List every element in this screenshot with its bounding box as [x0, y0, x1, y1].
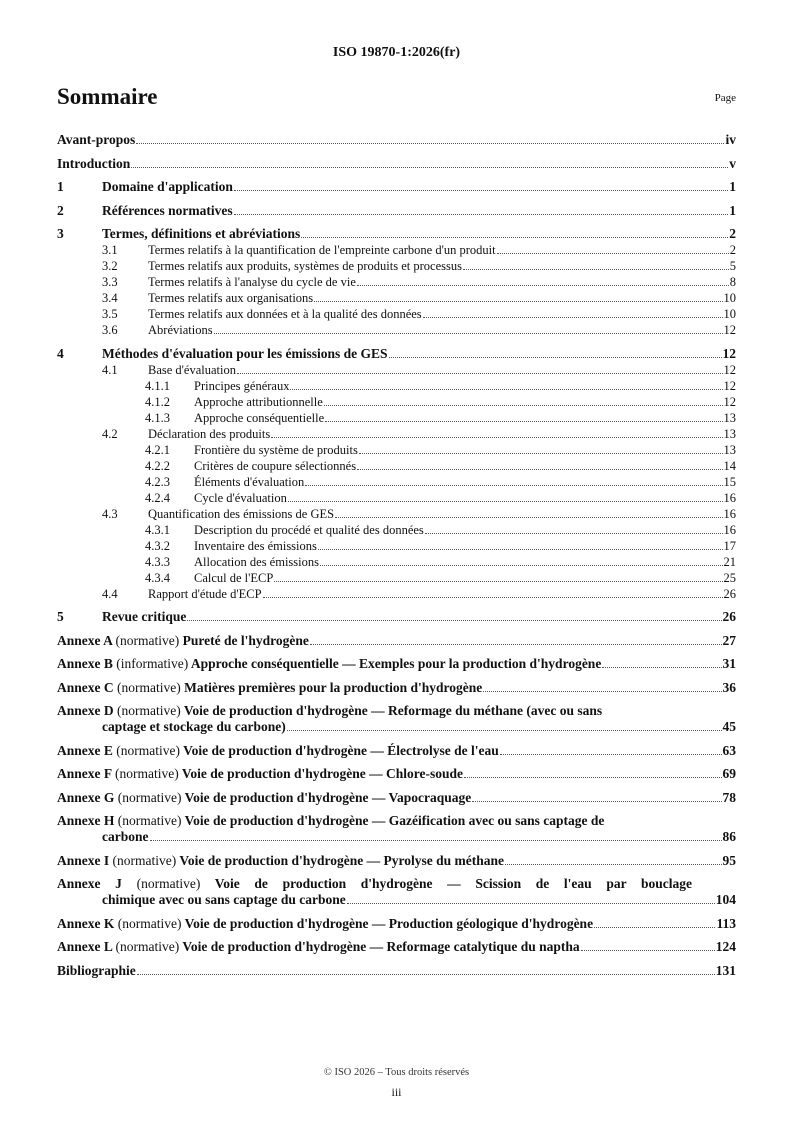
section-number: 4.3	[102, 506, 118, 521]
dot-leader	[347, 903, 715, 904]
annex-kind: (normative)	[112, 852, 177, 868]
annex-label: Annexe F	[57, 766, 112, 781]
annex-label: Annexe E	[57, 742, 113, 758]
toc-title: Sommaire	[57, 84, 158, 109]
dot-leader	[324, 405, 723, 406]
toc-entry-title: Approche conséquentielle	[194, 410, 325, 425]
annex-label: Annexe H	[57, 813, 115, 828]
toc-entry-title: Termes, définitions et abréviations	[102, 226, 301, 241]
section-number: 5	[57, 609, 64, 624]
toc-entry-l2[interactable]	[57, 258, 736, 274]
toc-entry-title: Termes relatifs à l'analyse du cycle de vie	[148, 275, 356, 289]
toc-entry-title: Frontière du système de produits	[194, 442, 358, 457]
toc-entry-l3[interactable]	[57, 490, 736, 506]
toc-entry-title: Approche attributionnelle	[194, 394, 323, 409]
toc-entry-title	[57, 743, 499, 759]
toc-entry-annex[interactable]	[57, 633, 736, 649]
annex-title: Voie de production d'hydrogène — Reformage du méthane (avec ou sans	[183, 703, 603, 718]
toc-entry-l2[interactable]	[57, 306, 736, 322]
section-number: 1	[57, 179, 64, 194]
toc-page-number: 63	[722, 742, 736, 758]
toc-entry-title	[57, 680, 482, 696]
dot-leader	[288, 501, 723, 502]
toc-page-number: 26	[722, 609, 736, 624]
section-number: 4.2.1	[145, 442, 170, 457]
annex-title-line	[57, 703, 692, 719]
toc-entry-title: Avant-propos	[57, 132, 136, 147]
toc-page-number: 26	[723, 586, 736, 601]
annex-title: Voie de production d'hydrogène — Électrolyse de l'eau	[183, 742, 499, 758]
dot-leader	[464, 777, 721, 778]
toc-page-number: 131	[715, 962, 736, 978]
dot-leader	[237, 373, 723, 374]
annex-title: Voie de production d'hydrogène — Pyrolyse du méthane	[179, 852, 505, 868]
dot-leader	[463, 269, 729, 270]
dot-leader	[234, 214, 729, 215]
dot-leader	[500, 754, 722, 755]
annex-kind: (normative)	[115, 632, 180, 648]
toc-entry-title: Principes généraux	[194, 378, 290, 393]
section-number: 3	[57, 226, 64, 241]
annex-title-continuation	[57, 719, 736, 735]
toc-page-number: 16	[723, 522, 736, 537]
annex-kind: (normative)	[136, 876, 201, 891]
toc-entry-l2[interactable]	[57, 242, 736, 258]
toc-entry-l1[interactable]	[57, 226, 736, 242]
toc-entry-front[interactable]	[57, 963, 736, 979]
toc-entry-title: Cycle d'évaluation	[194, 490, 287, 505]
toc-entry-l3[interactable]	[57, 474, 736, 490]
annex-title: Approche conséquentielle — Exemples pour la production d'hydrogène	[190, 656, 602, 671]
toc-page-number: 69	[722, 766, 736, 781]
annex-kind: (normative)	[117, 679, 181, 695]
annex-title: captage et stockage du carbone)	[102, 719, 286, 734]
dot-leader	[425, 533, 723, 534]
toc-page-number: 14	[723, 458, 736, 473]
dot-leader	[274, 581, 722, 582]
toc-entry-l2[interactable]	[57, 362, 736, 378]
toc-page-number: 12	[723, 362, 736, 377]
toc-entry-title	[57, 633, 309, 649]
dot-leader	[137, 974, 715, 975]
dot-leader	[271, 437, 722, 438]
toc-page-number: 2	[729, 226, 736, 241]
page-number: iii	[391, 1085, 402, 1099]
toc-entry-annex[interactable]	[57, 790, 736, 806]
toc-page-number: 12	[723, 378, 736, 393]
dot-leader	[505, 864, 721, 865]
annex-label: Annexe G	[57, 789, 115, 805]
annex-label: Annexe A	[57, 632, 113, 648]
toc-entry-title	[57, 853, 504, 869]
section-number: 3.1	[102, 243, 118, 257]
toc-page-number: 5	[729, 259, 736, 273]
toc-page-number: 13	[723, 410, 736, 425]
annex-title-line	[57, 813, 692, 829]
section-number: 4	[57, 345, 64, 361]
toc-page-number: 27	[722, 632, 736, 648]
section-number: 4.4	[102, 586, 118, 601]
toc-entry-title: Critères de coupure sélectionnés	[194, 458, 357, 473]
section-number: 3.4	[102, 291, 118, 305]
annex-label: Annexe L	[57, 939, 113, 954]
table-of-contents	[57, 132, 736, 979]
toc-entry-annex[interactable]	[57, 766, 736, 782]
toc-entry-title	[57, 790, 471, 806]
toc-entry-annex[interactable]	[57, 813, 736, 845]
toc-entry-l3[interactable]	[57, 442, 736, 458]
annex-kind: (informative)	[116, 656, 189, 671]
dot-leader	[131, 167, 728, 168]
dot-leader	[301, 237, 728, 238]
dot-leader	[263, 597, 723, 598]
dot-leader	[389, 357, 722, 358]
annex-title: Pureté de l'hydrogène	[182, 632, 309, 648]
toc-entry-title: Éléments d'évaluation	[194, 474, 305, 489]
toc-page-number: 124	[715, 939, 736, 954]
toc-entry-title: Termes relatifs aux données et à la qualité des données	[148, 307, 422, 321]
annex-kind: (normative)	[117, 813, 182, 828]
section-number: 3.2	[102, 259, 118, 273]
page-column-label: Page	[714, 92, 736, 104]
toc-entry-title: Base d'évaluation	[148, 362, 236, 377]
section-number: 4.3.4	[145, 570, 170, 585]
toc-page-number: 95	[722, 852, 736, 868]
annex-title: Voie de production d'hydrogène — Reformage catalytique du naptha	[182, 939, 580, 954]
toc-page-number: 13	[723, 442, 736, 457]
annex-kind: (normative)	[115, 766, 179, 781]
section-number: 4.1.2	[145, 394, 170, 409]
toc-entry-title: Revue critique	[102, 609, 187, 624]
dot-leader	[287, 730, 722, 731]
toc-entry-title: Références normatives	[102, 202, 233, 218]
dot-leader	[150, 840, 722, 841]
toc-page-number: 36	[722, 679, 736, 695]
toc-entry-l2[interactable]	[57, 586, 736, 602]
annex-label: Annexe C	[57, 679, 114, 695]
section-number: 4.1.3	[145, 410, 170, 425]
toc-page-number: 8	[729, 275, 736, 289]
toc-page-number: 16	[723, 490, 736, 505]
copyright-footer: © ISO 2026 – Tous droits réservés	[323, 1067, 470, 1078]
toc-entry-l2[interactable]	[57, 290, 736, 306]
annex-title: Voie de production d'hydrogène — Production géologique d'hydrogène	[184, 915, 594, 931]
toc-page-number: 13	[723, 426, 736, 441]
toc-entry-l3[interactable]	[57, 538, 736, 554]
toc-page-number: 31	[722, 656, 736, 671]
toc-page-number: 12	[723, 323, 736, 337]
section-number: 3.5	[102, 307, 118, 321]
toc-page-number: 16	[723, 506, 736, 521]
toc-entry-title: Déclaration des produits	[148, 426, 271, 441]
toc-page-number: 86	[722, 829, 736, 844]
toc-entry-annex[interactable]	[57, 916, 736, 932]
dot-leader	[234, 190, 728, 191]
toc-entry-front[interactable]	[57, 156, 736, 172]
toc-page-number: 78	[722, 789, 736, 805]
toc-page-number: 12	[723, 394, 736, 409]
toc-entry-title: Description du procédé et qualité des données	[194, 522, 424, 537]
toc-entry-annex[interactable]	[57, 656, 736, 672]
toc-entry-l3[interactable]	[57, 378, 736, 394]
toc-entry-l2[interactable]	[57, 274, 736, 290]
toc-entry-title: Allocation des émissions	[194, 554, 319, 569]
dot-leader	[581, 950, 715, 951]
annex-kind: (normative)	[116, 742, 180, 758]
toc-entry-title	[57, 916, 593, 932]
dot-leader	[214, 333, 723, 334]
annex-title: chimique avec ou sans captage du carbone	[102, 892, 346, 907]
toc-entry-annex[interactable]	[57, 853, 736, 869]
annex-label: Annexe D	[57, 703, 114, 718]
toc-entry-l2[interactable]	[57, 506, 736, 522]
dot-leader	[325, 421, 722, 422]
toc-entry-l1[interactable]	[57, 179, 736, 195]
toc-page-number: iv	[725, 132, 736, 147]
toc-entry-title	[57, 766, 463, 782]
annex-title: carbone	[102, 829, 149, 844]
toc-page-number: 10	[723, 291, 736, 305]
toc-page-number: 12	[722, 345, 736, 361]
toc-entry-title: Quantification des émissions de GES	[148, 506, 335, 521]
toc-entry-l1[interactable]	[57, 609, 736, 625]
toc-entry-title: Bibliographie	[57, 962, 136, 978]
annex-title: Voie de production d'hydrogène — Chlore-soude	[181, 766, 464, 781]
toc-entry-title	[57, 939, 580, 955]
annex-title: Voie de production d'hydrogène — Gazéification avec ou sans captage de	[184, 813, 605, 828]
toc-entry-annex[interactable]	[57, 743, 736, 759]
toc-entry-l1[interactable]	[57, 346, 736, 362]
toc-entry-title: Méthodes d'évaluation pour les émissions de GES	[102, 345, 388, 361]
toc-page-number: v	[729, 155, 736, 171]
toc-entry-title: Termes relatifs à la quantification de l'empreinte carbone d'un produit	[148, 243, 496, 257]
annex-title-continuation	[57, 829, 736, 845]
toc-entry-l2[interactable]	[57, 322, 736, 338]
section-number: 4.1	[102, 362, 118, 377]
dot-leader	[136, 143, 724, 144]
annex-kind: (normative)	[117, 789, 182, 805]
dot-leader	[310, 644, 722, 645]
toc-entry-l2[interactable]	[57, 426, 736, 442]
toc-entry-title: Domaine d'application	[102, 179, 233, 194]
toc-entry-annex[interactable]	[57, 939, 736, 955]
toc-entry-l3[interactable]	[57, 394, 736, 410]
section-number: 3.6	[102, 323, 118, 337]
toc-page-number: 104	[715, 892, 736, 907]
toc-entry-l3[interactable]	[57, 458, 736, 474]
dot-leader	[497, 253, 729, 254]
toc-page-number: 21	[723, 554, 736, 569]
dot-leader	[594, 927, 715, 928]
dot-leader	[357, 285, 729, 286]
annex-kind: (normative)	[115, 939, 180, 954]
toc-entry-l3[interactable]	[57, 410, 736, 426]
toc-entry-title: Introduction	[57, 155, 131, 171]
toc-page-number: 45	[722, 719, 736, 734]
toc-entry-l1[interactable]	[57, 203, 736, 219]
annex-label: Annexe I	[57, 852, 110, 868]
dot-leader	[359, 453, 723, 454]
toc-entry-title: Rapport d'étude d'ECP	[148, 586, 262, 601]
toc-page-number: 1	[729, 202, 736, 218]
section-number: 4.2	[102, 426, 118, 441]
toc-page-number: 10	[723, 307, 736, 321]
dot-leader	[318, 549, 723, 550]
annex-label: Annexe B	[57, 656, 113, 671]
annex-title-continuation	[57, 892, 736, 908]
annex-kind: (normative)	[117, 915, 182, 931]
section-number: 2	[57, 202, 64, 218]
dot-leader	[602, 667, 721, 668]
dot-leader	[314, 301, 722, 302]
toc-entry-title: Termes relatifs aux produits, systèmes de produits et processus	[148, 259, 462, 273]
toc-page-number: 25	[723, 570, 736, 585]
section-number: 4.2.4	[145, 490, 170, 505]
section-number: 3.3	[102, 275, 118, 289]
dot-leader	[187, 620, 721, 621]
toc-entry-title: Abréviations	[148, 323, 213, 337]
dot-leader	[320, 565, 723, 566]
toc-page-number: 17	[723, 538, 736, 553]
document-identifier: ISO 19870-1:2026(fr)	[332, 45, 461, 60]
dot-leader	[423, 317, 723, 318]
toc-entry-annex[interactable]	[57, 876, 736, 908]
toc-entry-l3[interactable]	[57, 522, 736, 538]
annex-title: Voie de production d'hydrogène — Vapocraquage	[184, 789, 472, 805]
toc-entry-title: Calcul de l'ECP	[194, 570, 274, 585]
annex-kind: (normative)	[117, 703, 181, 718]
dot-leader	[290, 389, 722, 390]
toc-page-number: 2	[729, 243, 736, 257]
toc-page-number: 113	[716, 915, 736, 931]
annex-label: Annexe K	[57, 915, 115, 931]
section-number: 4.2.2	[145, 458, 170, 473]
dot-leader	[305, 485, 722, 486]
toc-page-number: 1	[729, 179, 736, 194]
annex-title: Voie de production d'hydrogène — Scission de l'eau par bouclage	[214, 876, 692, 891]
dot-leader	[483, 691, 721, 692]
annex-label: Annexe J	[57, 876, 122, 891]
dot-leader	[472, 801, 721, 802]
section-number: 4.2.3	[145, 474, 170, 489]
toc-page-number: 15	[723, 474, 736, 489]
toc-entry-annex[interactable]	[57, 680, 736, 696]
dot-leader	[357, 469, 722, 470]
toc-entry-title	[57, 656, 601, 672]
toc-entry-front[interactable]	[57, 132, 736, 148]
section-number: 4.3.1	[145, 522, 170, 537]
annex-title: Matières premières pour la production d'hydrogène	[184, 679, 483, 695]
section-number: 4.1.1	[145, 378, 170, 393]
section-number: 4.3.2	[145, 538, 170, 553]
toc-entry-title: Inventaire des émissions	[194, 538, 317, 553]
toc-entry-annex[interactable]	[57, 703, 736, 735]
toc-entry-l3[interactable]	[57, 554, 736, 570]
section-number: 4.3.3	[145, 554, 170, 569]
annex-title-line	[57, 876, 692, 892]
toc-entry-l3[interactable]	[57, 570, 736, 586]
dot-leader	[335, 517, 722, 518]
toc-entry-title: Termes relatifs aux organisations	[148, 291, 314, 305]
